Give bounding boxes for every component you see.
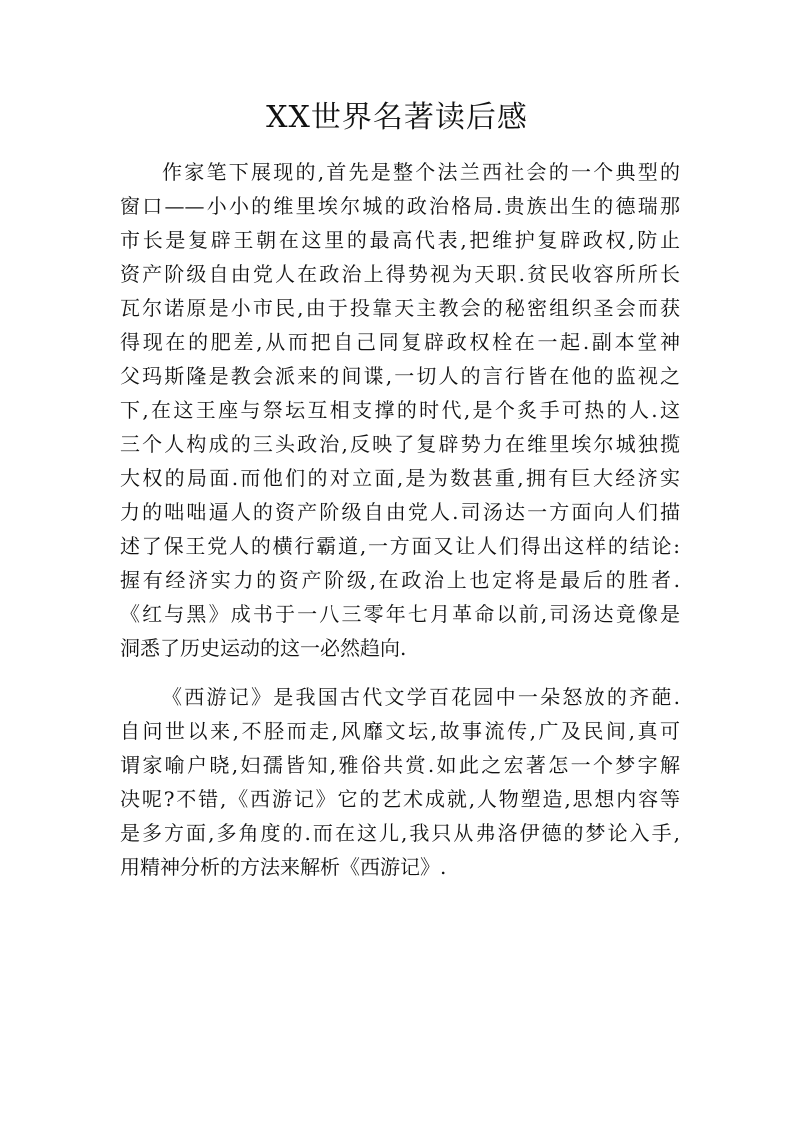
paragraph-2-line: 用精神分析的方法来解析《西游记》. bbox=[120, 855, 447, 879]
paragraph-2-line: 自问世以来,不胫而走,风靡文坛,故事流传,广及民间,真可 bbox=[120, 719, 680, 743]
paragraph-2-line: 决呢?不错,《西游记》它的艺术成就,人物塑造,思想内容等 bbox=[120, 787, 680, 811]
paragraph-1-line: 三个人构成的三头政治,反映了复辟势力在维里埃尔城独揽 bbox=[120, 432, 680, 456]
paragraph-1-line: 大权的局面.而他们的对立面,是为数甚重,拥有巨大经济实 bbox=[120, 466, 680, 490]
paragraph-1-line: 下,在这王座与祭坛互相支撑的时代,是个炙手可热的人.这 bbox=[120, 398, 680, 422]
paragraph-1-line: 资产阶级自由党人在政治上得势视为天职.贫民收容所所长 bbox=[120, 262, 680, 286]
paragraph-1-line: 力的咄咄逼人的资产阶级自由党人.司汤达一方面向人们描 bbox=[120, 500, 680, 524]
paragraph-1-line: 洞悉了历史运动的这一必然趋向. bbox=[120, 636, 407, 660]
paragraph-1-line: 瓦尔诺原是小市民,由于投靠天主教会的秘密组织圣会而获 bbox=[120, 296, 680, 320]
paragraph-1-line: 握有经济实力的资产阶级,在政治上也定将是最后的胜者. bbox=[120, 568, 680, 592]
paragraph-1-line: 述了保王党人的横行霸道,一方面又让人们得出这样的结论: bbox=[120, 534, 680, 558]
paragraph-1-line: 窗口——小小的维里埃尔城的政治格局.贵族出生的德瑞那 bbox=[120, 194, 680, 218]
paragraph-1-line: 市长是复辟王朝在这里的最高代表,把维护复辟政权,防止 bbox=[120, 228, 680, 252]
paragraph-2-line: 谓家喻户晓,妇孺皆知,雅俗共赏.如此之宏著怎一个梦字解 bbox=[120, 753, 680, 777]
paragraph-1-line: 作家笔下展现的,首先是整个法兰西社会的一个典型的 bbox=[162, 160, 680, 184]
paragraph-2-line: 《西游记》是我国古代文学百花园中一朵怒放的齐葩. bbox=[162, 685, 680, 709]
paragraph-1-line: 父玛斯隆是教会派来的间谍,一切人的言行皆在他的监视之 bbox=[120, 364, 680, 388]
document-title: XX世界名著读后感 bbox=[266, 100, 528, 135]
paragraph-1-line: 得现在的肥差,从而把自己同复辟政权栓在一起.副本堂神 bbox=[120, 330, 680, 354]
paragraph-2-line: 是多方面,多角度的.而在这儿,我只从弗洛伊德的梦论入手, bbox=[120, 821, 680, 845]
paragraph-1-line: 《红与黑》成书于一八三零年七月革命以前,司汤达竟像是 bbox=[120, 602, 680, 626]
